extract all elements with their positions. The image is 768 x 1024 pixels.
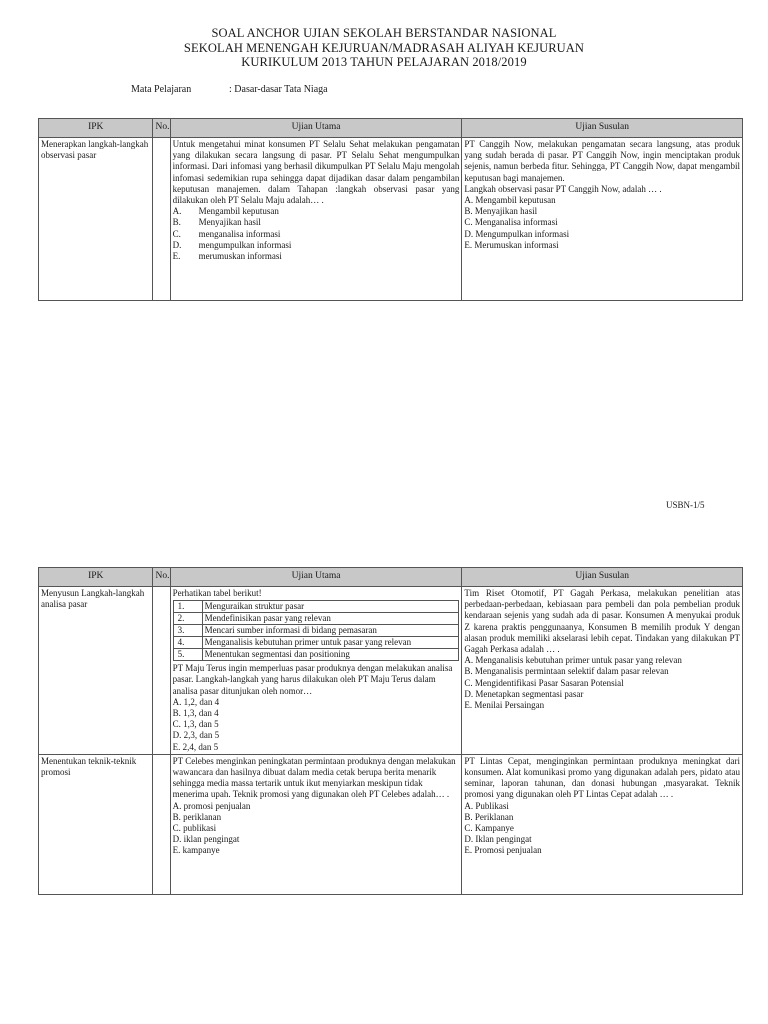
option-c: C. Kampanye xyxy=(464,823,514,834)
option-a: A. Publikasi xyxy=(464,800,509,811)
step-row: 1. Menguraikan struktur pasar xyxy=(173,601,459,613)
header-line-3: KURIKULUM 2013 TAHUN PELAJARAN 2018/2019 xyxy=(241,55,527,69)
col-susulan: Ujian Susulan xyxy=(462,568,743,587)
option-c: C. publikasi xyxy=(172,823,217,834)
step-row: 2. Mendefinisikan pasar yang relevan xyxy=(173,613,459,625)
ipk-cell: Menyusun Langkah-langkah analisa pasar xyxy=(39,587,153,755)
document-header xyxy=(0,26,768,70)
susulan-question: PT Canggih Now, melakukan pengamatan secara langsung, atas produk yang sudah berada di pasar. PT Canggih Now, ingin menciptakan produk sejenis, namun berbeda fitur. Sehingga, PT Canggih Now, dapat mengambil keputusan bagi manajemen. xyxy=(464,139,740,183)
header-line-2: SEKOLAH MENENGAH KEJURUAN/MADRASAH ALIYAH KEJURUAN xyxy=(183,40,585,55)
step-row: 5. Menentukan segmentasi dan positioning xyxy=(173,649,459,661)
utama-question: Untuk mengetahui minat konsumen PT Selalu Sehat melakukan pengamatan yang dilakukan secara langsung di pasar. PT Selalu Sehat mengumpulkan informasi. Dari infomasi yang berhasil dikumpulkan PT Selalu Maju mengolah infomasi sedemikian rupa sehingga dapat dijadikan dasar dalam pengambilan keputusan manajemen. dalam Tahapan :langkah observasi pasar yang dilakukan oleh PT Selalu Maju adalah… . xyxy=(172,139,460,206)
option-d: D. Iklan pengingat xyxy=(464,834,532,845)
option-b: B. Menganalisis permintaan selektif dalam pasar relevan xyxy=(464,666,669,677)
option-d: D. mengumpulkan informasi xyxy=(172,239,292,250)
table-header-row xyxy=(39,119,743,138)
no-cell xyxy=(153,138,170,301)
option-e: E. Menilai Persaingan xyxy=(464,700,545,711)
option-a: A. 1,2, dan 4 xyxy=(172,696,220,707)
option-b: B. Menyajikan hasil xyxy=(172,217,261,228)
option-a: A. Mengambil keputusan xyxy=(464,195,556,206)
option-d: D. Mengumpulkan informasi xyxy=(464,228,570,239)
option-b: B. Menyajikan hasil xyxy=(464,206,538,217)
step-row: 4. Menganalisis kebutuhan primer untuk pasar yang relevan xyxy=(173,637,459,649)
utama-question: PT Maju Terus ingin memperluas pasar produknya dengan melakukan analisa pasar. Langkah-langkah yang harus dilakukan oleh PT Maju Terus dalam analisa pasar ditunjukan oleh nomor… xyxy=(172,663,453,696)
option-a: A. Menganalisis kebutuhan primer untuk pasar yang relevan xyxy=(464,655,682,666)
step-row: 3. Mencari sumber informasi di bidang pemasaran xyxy=(173,625,459,637)
option-d: D. iklan pengingat xyxy=(172,834,240,845)
option-e: E. merumuskan informasi xyxy=(172,251,282,262)
col-utama: Ujian Utama xyxy=(170,119,462,138)
option-c: C. menganalisa informasi xyxy=(172,228,281,239)
utama-options xyxy=(173,206,460,262)
utama-question: PT Celebes menginkan peningkatan permintaan produknya dengan melakukan wawancara dan hasilnya dibuat dalam media cetak berupa berita menarik sehingga media massa tertarik untuk ikut menyiarkan meskipun tidak menerima upah. Teknik promosi yang digunakan oleh PT Celebes adalah… . xyxy=(172,755,456,800)
option-c: C. Mengidentifikasi Pasar Sasaran Potensial xyxy=(464,677,624,688)
table-row xyxy=(39,754,743,894)
utama-intro: Perhatikan tabel berikut! xyxy=(172,588,262,598)
subject-line xyxy=(131,84,328,95)
page-number: USBN-1/5 xyxy=(666,500,705,510)
option-e: E. Promosi penjualan xyxy=(464,845,542,856)
option-e: E. 2,4, dan 5 xyxy=(172,741,219,752)
susulan-question: Tim Riset Otomotif, PT Gagah Perkasa, melakukan penelitian atas perbedaan-perbedaan, kebiasaan para pembeli dan pola pembelian produk kendaraan sejenis yang sudah ada di pasar. Konsumen A menyukai produk Z karena praktis penggunaanya, Konsumen B memilih produk Y dengan alasan produk memiliki akselarasi lebih cepat. Tindakan yang dilakukan PT Gagah Perkasa adalah … . xyxy=(464,588,740,655)
header-line-1: SOAL ANCHOR UJIAN SEKOLAH BERSTANDAR NASIONAL xyxy=(211,26,557,40)
option-e: E. Merumuskan informasi xyxy=(464,239,559,250)
col-ipk: IPK xyxy=(39,568,153,587)
col-ipk: IPK xyxy=(39,119,153,138)
option-d: D. 2,3, dan 5 xyxy=(172,730,220,741)
table-row xyxy=(39,138,743,301)
option-e: E. kampanye xyxy=(172,845,220,856)
option-c: C. Menganalisa informasi xyxy=(464,217,558,228)
col-utama: Ujian Utama xyxy=(170,568,462,587)
option-b: B. periklanan xyxy=(172,811,222,822)
no-cell xyxy=(153,587,170,755)
utama-cell xyxy=(170,587,462,755)
susulan-question: PT Lintas Cepat, menginginkan permintaan produknya meningkat dari konsumen. Alat komunikasi promo yang digunakan adalah pers, pidato atau seminar, laporan tahunan, dan donasi hubungan ,masyarakat. Teknik promosi yang digunakan oleh PT Lintas Cepat adalah … . xyxy=(464,755,740,800)
option-b: B. Periklanan xyxy=(464,811,514,822)
ipk-cell: Menerapkan langkah-langkah observasi pasar xyxy=(39,138,153,301)
option-b: B. 1,3, dan 4 xyxy=(172,708,219,719)
col-susulan: Ujian Susulan xyxy=(462,119,743,138)
no-cell xyxy=(153,754,170,894)
question-table-1 xyxy=(38,118,743,301)
option-d: D. Menetapkan segmentasi pasar xyxy=(464,688,584,699)
question-table-2 xyxy=(38,567,743,895)
susulan-prompt: Langkah observasi pasar PT Canggih Now, adalah … . xyxy=(464,183,662,194)
table-row xyxy=(39,587,743,755)
steps-table xyxy=(173,600,460,661)
table-header-row xyxy=(39,568,743,587)
col-no: No. xyxy=(153,568,170,587)
susulan-cell xyxy=(462,138,743,301)
option-a: A. Mengambil keputusan xyxy=(172,206,279,217)
susulan-cell xyxy=(462,587,743,755)
col-no: No. xyxy=(153,119,170,138)
susulan-cell xyxy=(462,754,743,894)
subject-value: : Dasar-dasar Tata Niaga xyxy=(229,84,328,95)
subject-label: Mata Pelajaran xyxy=(131,84,192,95)
utama-cell xyxy=(170,754,462,894)
option-c: C. 1,3, dan 5 xyxy=(172,719,219,730)
utama-cell xyxy=(170,138,462,301)
ipk-cell: Menentukan teknik-teknik promosi xyxy=(39,754,153,894)
option-a: A. promosi penjualan xyxy=(172,800,251,811)
